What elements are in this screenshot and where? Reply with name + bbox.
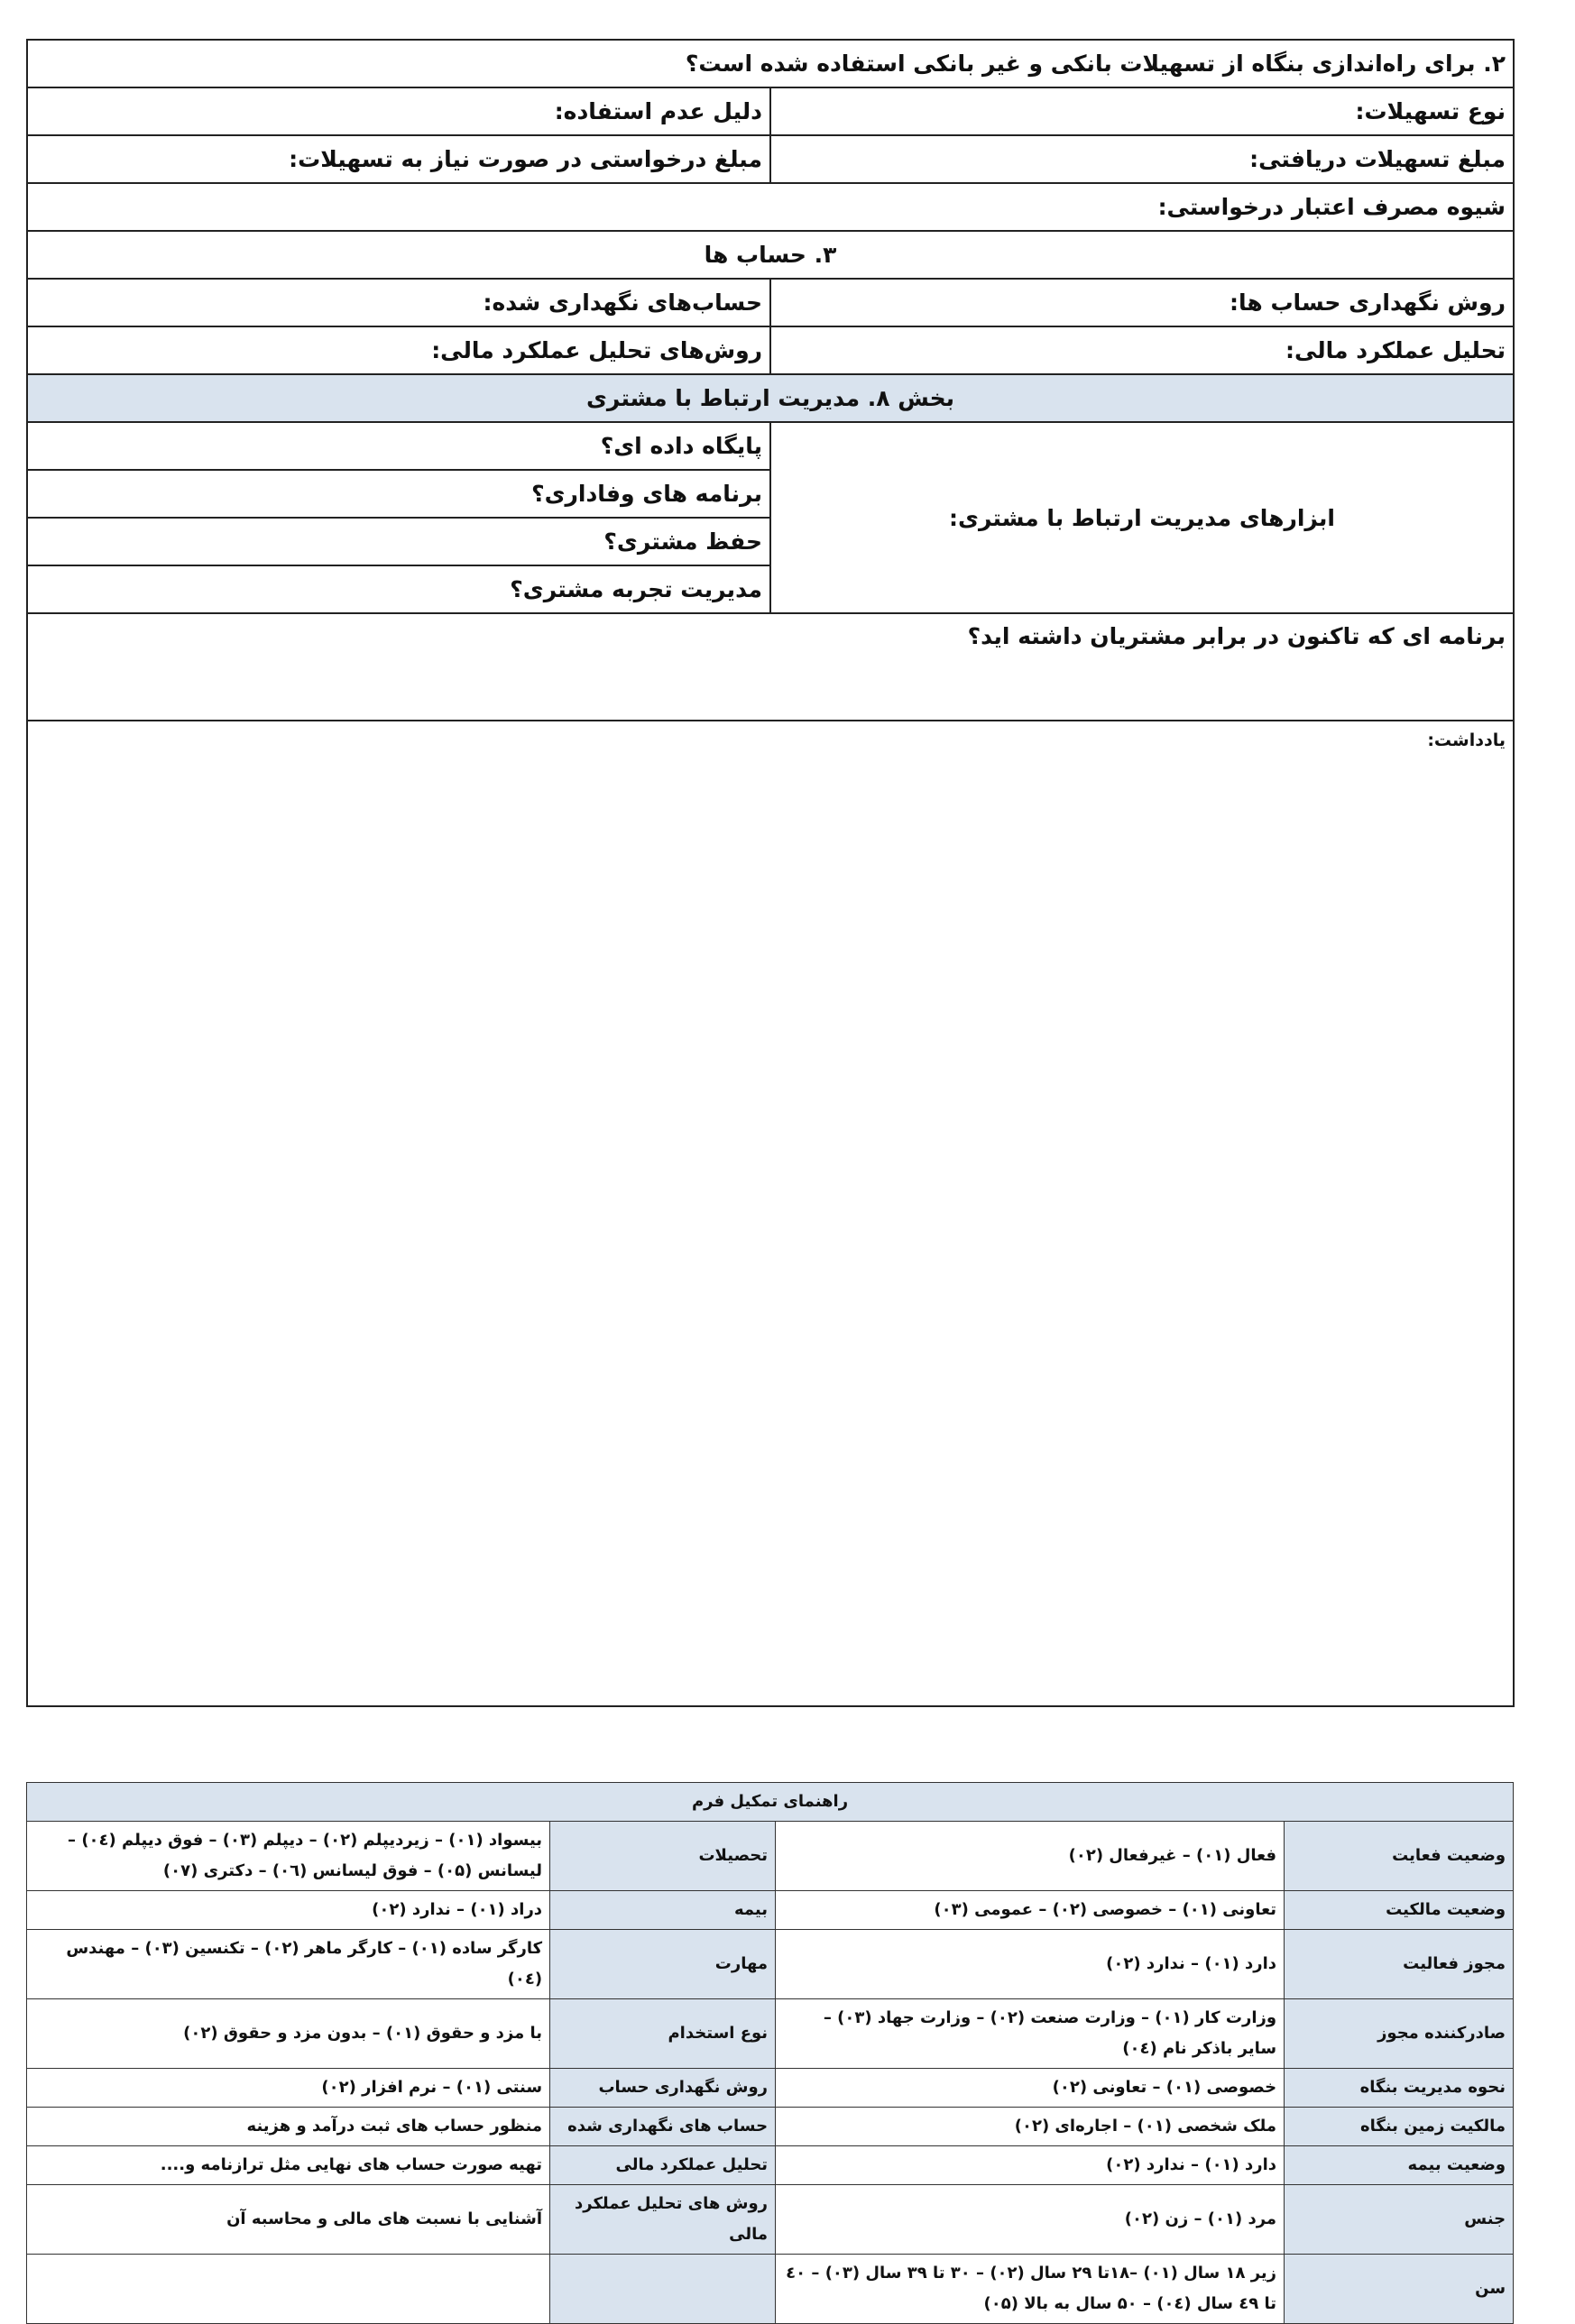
kept-accounts-label: حساب‌های نگهداری شده: bbox=[27, 279, 770, 326]
guide-value-left: بیسواد (۰۱) – زیردیپلم (۰۲) – دیپلم (۰۳) – فوق دیپلم (۰٤) – لیسانس (۰۵) – فوق لیسانس (۰٦) – دکتری (۰۷) bbox=[27, 1822, 550, 1891]
main-form-table bbox=[26, 39, 1515, 1707]
received-amount-label: مبلغ تسهیلات دریافتی: bbox=[770, 135, 1514, 183]
crm-item-experience: مدیریت تجربه مشتری؟ bbox=[27, 565, 770, 613]
guide-value-right: دارد (۰۱) – ندارد (۰۲) bbox=[776, 2146, 1285, 2185]
financial-analysis-methods-label: روش‌های تحلیل عملکرد مالی: bbox=[27, 326, 770, 374]
guide-row bbox=[27, 1999, 1514, 2069]
guide-row bbox=[27, 2108, 1514, 2146]
financial-analysis-row bbox=[27, 326, 1514, 374]
crm-item-database: پایگاه داده ای؟ bbox=[27, 422, 770, 470]
guide-label-left: روش نگهداری حساب bbox=[550, 2069, 776, 2108]
guide-label-left: روش های تحلیل عملکرد مالی bbox=[550, 2185, 776, 2255]
guide-label-right: نحوه مدیریت بنگاه bbox=[1285, 2069, 1514, 2108]
guide-value-left bbox=[27, 2255, 550, 2324]
section8-title: بخش ۸. مدیریت ارتباط با مشتری bbox=[27, 374, 1514, 422]
requested-amount-label: مبلغ درخواستی در صورت نیاز به تسهیلات: bbox=[27, 135, 770, 183]
guide-value-left: دراد (۰۱) – ندارد (۰۲) bbox=[27, 1891, 550, 1930]
guide-label-left: تحلیل عملکرد مالی bbox=[550, 2146, 776, 2185]
reason-not-used-label: دلیل عدم استفاده: bbox=[27, 87, 770, 135]
credit-usage-label: شیوه مصرف اعتبار درخواستی: bbox=[27, 183, 1514, 231]
accounts-section-title: ۳. حساب ها bbox=[27, 231, 1514, 279]
guide-label-right: سن bbox=[1285, 2255, 1514, 2324]
guide-title-row bbox=[27, 1783, 1514, 1822]
q2-row bbox=[27, 40, 1514, 87]
note-row bbox=[27, 721, 1514, 1706]
guide-value-left: با مزد و حقوق (۰۱) – بدون مزد و حقوق (۰۲) bbox=[27, 1999, 550, 2069]
amount-row bbox=[27, 135, 1514, 183]
guide-value-left: آشنایی با نسبت های مالی و محاسبه آن bbox=[27, 2185, 550, 2255]
guide-row bbox=[27, 2069, 1514, 2108]
bookkeeping-method-label: روش نگهداری حساب ها: bbox=[770, 279, 1514, 326]
guide-label-left: مهارت bbox=[550, 1930, 776, 1999]
guide-value-right: مرد (۰۱) – زن (۰۲) bbox=[776, 2185, 1285, 2255]
guide-value-right: وزارت کار (۰۱) – وزارت صنعت (۰۲) – وزارت جهاد (۰۳) – سایر باذکر نام (۰٤) bbox=[776, 1999, 1285, 2069]
plan-row bbox=[27, 613, 1514, 721]
crm-item-loyalty: برنامه های وفاداری؟ bbox=[27, 470, 770, 518]
guide-value-left: تهیه صورت حساب های نهایی مثل ترازنامه و.... bbox=[27, 2146, 550, 2185]
guide-label-right: وضعیت مالکیت bbox=[1285, 1891, 1514, 1930]
guide-label-right: مجوز فعالیت bbox=[1285, 1930, 1514, 1999]
guide-label-right: جنس bbox=[1285, 2185, 1514, 2255]
guide-row bbox=[27, 1822, 1514, 1891]
form-sheet bbox=[26, 39, 1513, 1707]
guide-title: راهنمای تمکیل فرم bbox=[27, 1783, 1514, 1822]
guide-row bbox=[27, 1930, 1514, 1999]
guide-label-left: حساب های نگهداری شده bbox=[550, 2108, 776, 2146]
plan-question: برنامه ای که تاکنون در برابر مشتریان داشته اید؟ bbox=[27, 613, 1514, 721]
guide-row bbox=[27, 2185, 1514, 2255]
guide-label-right: وضعیت بیمه bbox=[1285, 2146, 1514, 2185]
guide-section bbox=[26, 1782, 1513, 2324]
guide-label-left: تحصیلات bbox=[550, 1822, 776, 1891]
section8-row bbox=[27, 374, 1514, 422]
crm-item-retention: حفظ مشتری؟ bbox=[27, 518, 770, 565]
guide-value-right: ملک شخصی (۰۱) – اجاره‌ای (۰۲) bbox=[776, 2108, 1285, 2146]
financial-analysis-label: تحلیل عملکرد مالی: bbox=[770, 326, 1514, 374]
note-label: یادداشت: bbox=[27, 721, 1514, 1706]
guide-body bbox=[27, 1822, 1514, 2324]
bookkeeping-row bbox=[27, 279, 1514, 326]
guide-value-right: فعال (۰۱) – غیرفعال (۰۲) bbox=[776, 1822, 1285, 1891]
guide-row bbox=[27, 2255, 1514, 2324]
facility-type-label: نوع تسهیلات: bbox=[770, 87, 1514, 135]
q2-facilities-question: ۲. برای راه‌اندازی بنگاه از تسهیلات بانکی و غیر بانکی استفاده شده است؟ bbox=[27, 40, 1514, 87]
guide-value-right: دارد (۰۱) – ندارد (۰۲) bbox=[776, 1930, 1285, 1999]
guide-label-right: وضعیت فعایت bbox=[1285, 1822, 1514, 1891]
crm-row-1 bbox=[27, 422, 1514, 470]
guide-value-right: تعاونی (۰۱) – خصوصی (۰۲) – عمومی (۰۳) bbox=[776, 1891, 1285, 1930]
crm-tools-label: ابزارهای مدیریت ارتباط با مشتری: bbox=[770, 422, 1514, 613]
accounts-title-row bbox=[27, 231, 1514, 279]
guide-label-left: بیمه bbox=[550, 1891, 776, 1930]
guide-row bbox=[27, 2146, 1514, 2185]
facility-type-row bbox=[27, 87, 1514, 135]
guide-label-left bbox=[550, 2255, 776, 2324]
guide-value-left: منظور حساب های ثبت درآمد و هزینه bbox=[27, 2108, 550, 2146]
guide-value-right: زیر ۱۸ سال (۰۱) –۱۸تا ۲۹ سال (۰۲) – ۳۰ تا ۳۹ سال (۰۳) – ٤۰ تا ٤۹ سال (۰٤) – ۵۰ سال به بالا (۰۵) bbox=[776, 2255, 1285, 2324]
guide-value-left: کارگر ساده (۰۱) – کارگر ماهر (۰۲) – تکنسین (۰۳) – مهندس (۰٤) bbox=[27, 1930, 550, 1999]
guide-label-right: مالکیت زمین بنگاه bbox=[1285, 2108, 1514, 2146]
guide-label-left: نوع استخدام bbox=[550, 1999, 776, 2069]
guide-label-right: صادرکننده مجوز bbox=[1285, 1999, 1514, 2069]
guide-value-right: خصوصی (۰۱) – تعاونی (۰۲) bbox=[776, 2069, 1285, 2108]
guide-row bbox=[27, 1891, 1514, 1930]
guide-value-left: سنتی (۰۱) – نرم افزار (۰۲) bbox=[27, 2069, 550, 2108]
credit-usage-row bbox=[27, 183, 1514, 231]
guide-table bbox=[26, 1782, 1514, 2324]
